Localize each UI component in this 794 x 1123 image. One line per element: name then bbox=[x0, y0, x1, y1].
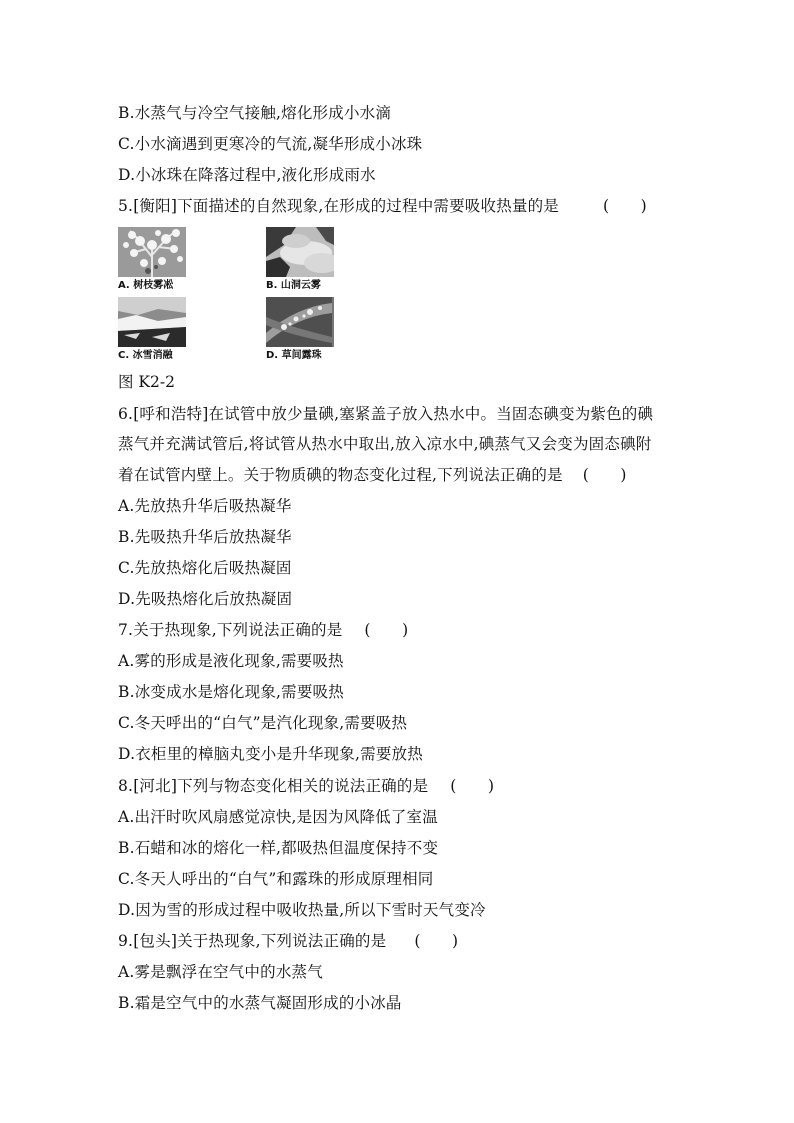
q7-answer-paren: ( ) bbox=[364, 621, 409, 639]
q8-answer-paren: ( ) bbox=[450, 777, 495, 795]
q8-stem-text: 8.[河北]下列与物态变化相关的说法正确的是 bbox=[118, 777, 429, 795]
q7-option-a: A.雾的形成是液化现象,需要吸热 bbox=[118, 652, 344, 670]
q9-stem-text: 9.[包头]关于热现象,下列说法正确的是 bbox=[118, 932, 387, 950]
photo-mountain-clouds bbox=[266, 227, 334, 277]
q4-option-c: C.小水滴遇到更寒冷的气流,凝华形成小冰珠 bbox=[118, 135, 423, 153]
q9-answer-paren: ( ) bbox=[414, 932, 459, 950]
caption-d: D. 草间露珠 bbox=[266, 350, 322, 361]
q8-stem bbox=[118, 776, 494, 796]
q6-stem-line-2: 蒸气并充满试管后,将试管从热水中取出,放入凉水中,碘蒸气又会变为固态碘附 bbox=[118, 435, 652, 453]
q6-option-b: B.先吸热升华后放热凝华 bbox=[118, 528, 292, 546]
q7-option-b: B.冰变成水是熔化现象,需要吸热 bbox=[118, 683, 344, 701]
photo-rime-on-branches bbox=[118, 227, 186, 277]
caption-c: C. 冰雪消融 bbox=[118, 350, 173, 361]
q4-option-b: B.水蒸气与冷空气接触,熔化形成小水滴 bbox=[118, 104, 392, 122]
q9-option-a: A.雾是飘浮在空气中的水蒸气 bbox=[118, 963, 323, 981]
q6-option-a: A.先放热升华后吸热凝华 bbox=[118, 497, 292, 515]
figure-label: 图 K2-2 bbox=[118, 373, 175, 391]
q6-answer-paren: ( ) bbox=[582, 466, 627, 484]
q9-stem bbox=[118, 931, 458, 951]
q9-option-b: B.霜是空气中的水蒸气凝固形成的小冰晶 bbox=[118, 994, 402, 1012]
q5-stem bbox=[118, 196, 647, 216]
q6-stem-line-3-text: 着在试管内壁上。关于物质碘的物态变化过程,下列说法正确的是 bbox=[118, 466, 563, 484]
photo-melting-snow bbox=[118, 297, 186, 347]
q8-option-a: A.出汗时吹风扇感觉凉快,是因为风降低了室温 bbox=[118, 808, 438, 826]
q8-option-c: C.冬天人呼出的“白气”和露珠的形成原理相同 bbox=[118, 870, 434, 888]
caption-b: B. 山洞云雾 bbox=[266, 280, 321, 291]
q6-option-d: D.先吸热熔化后放热凝固 bbox=[118, 590, 293, 608]
q5-answer-paren: ( ) bbox=[603, 197, 647, 215]
q6-option-c: C.先放热熔化后吸热凝固 bbox=[118, 559, 292, 577]
q8-option-b: B.石蜡和冰的熔化一样,都吸热但温度保持不变 bbox=[118, 839, 439, 857]
q8-option-d: D.因为雪的形成过程中吸收热量,所以下雪时天气变冷 bbox=[118, 901, 486, 919]
q7-stem bbox=[118, 620, 408, 640]
q5-stem-text: 5.[衡阳]下面描述的自然现象,在形成的过程中需要吸收热量的是 bbox=[118, 197, 560, 215]
q6-stem-line-1: 6.[呼和浩特]在试管中放少量碘,塞紧盖子放入热水中。当固态碘变为紫色的碘 bbox=[118, 405, 654, 423]
q6-stem-line-3 bbox=[118, 465, 627, 485]
q7-option-c: C.冬天呼出的“白气”是汽化现象,需要吸热 bbox=[118, 714, 408, 732]
caption-a: A. 树枝雾凇 bbox=[118, 280, 174, 291]
q7-stem-text: 7.关于热现象,下列说法正确的是 bbox=[118, 621, 343, 639]
q4-option-d: D.小冰珠在降落过程中,液化形成雨水 bbox=[118, 166, 376, 184]
photo-dew-on-grass bbox=[266, 297, 334, 347]
q7-option-d: D.衣柜里的樟脑丸变小是升华现象,需要放热 bbox=[118, 745, 423, 763]
